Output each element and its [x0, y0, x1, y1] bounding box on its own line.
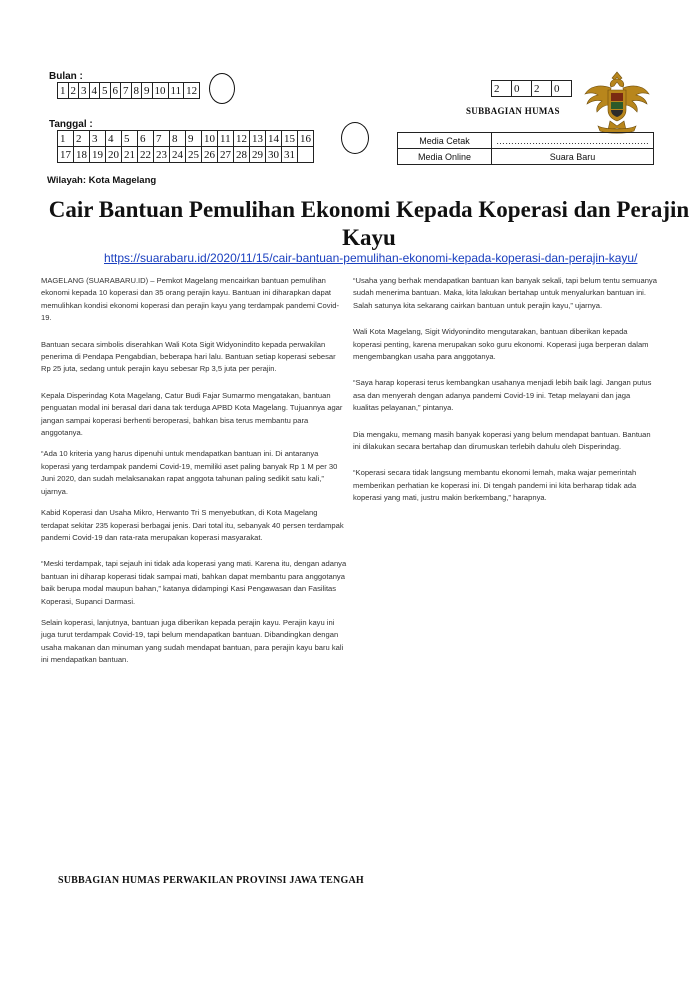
tanggal-cell: 11	[218, 131, 234, 147]
tanggal-cell: 14	[266, 131, 282, 147]
tanggal-cell: 28	[234, 147, 250, 163]
tanggal-cell: 9	[186, 131, 202, 147]
bulan-cell: 1	[58, 83, 69, 99]
article-url-link[interactable]: https://suarabaru.id/2020/11/15/cair-bantuan-pemulihan-ekonomi-kepada-koperasi-dan-perajin-kayu/	[104, 251, 638, 265]
article-paragraph: Selain koperasi, lanjutnya, bantuan juga diberikan kepada perajin kayu. Perajin kayu ini juga turut terdampak Covid-19, tapi belum mendapatkan bantuan. Dibandingkan dengan usaha makanan dan minuman yang sudah mendapat bantuan, para perajin kayu baru kali ini mendapatkan bantuan.	[41, 617, 344, 665]
article-paragraph: Bantuan secara simbolis diserahkan Wali Kota Sigit Widyonindito kepada perwakilan penerima di Pendapa Pengabdian, beberapa hari lalu. Bantuan setiap koperasi sebesar Rp 25 juta, sedang untuk perajin kayu sebesar Rp 3,5 juta per perajin.	[41, 339, 336, 374]
tanggal-cell: 24	[170, 147, 186, 163]
tanggal-cell: 3	[90, 131, 106, 147]
year-digit: 2	[492, 81, 512, 97]
tanggal-cell: 17	[58, 147, 74, 163]
bulan-cell: 4	[89, 83, 100, 99]
tanggal-cell: 12	[234, 131, 250, 147]
media-cetak-label: Media Cetak	[398, 133, 492, 149]
bulan-table	[57, 82, 200, 99]
year-digit: 0	[512, 81, 532, 97]
bulan-cell: 11	[168, 83, 184, 99]
article-paragraph: Kepala Disperindag Kota Magelang, Catur Budi Fajar Sumarmo mengatakan, bantuan penguatan modal ini berasal dari dana tak terduga APBD Kota Magelang. Tujuannya agar jangan sampai koperasi berhenti beroperasi, bahkan bisa terus membantu para anggotanya.	[41, 390, 343, 438]
article-column-left	[41, 275, 347, 676]
tanggal-cell: 5	[122, 131, 138, 147]
article-title: Cair Bantuan Pemulihan Ekonomi Kepada Koperasi dan Perajin Kayu	[48, 197, 690, 250]
article-paragraph: “Koperasi secara tidak langsung membantu ekonomi lemah, maka wajar pemerintah memberikan perhatian ke koperasi ini. Di tengah pandemi ini kita berharap tidak ada koperasi yang mati, justru makin berkembang,” harapnya.	[353, 468, 637, 503]
bulan-cell: 10	[152, 83, 168, 99]
media-table	[397, 132, 654, 165]
media-online-value: Suara Baru	[492, 149, 654, 165]
tanggal-cell: 29	[250, 147, 266, 163]
bulan-cell: 2	[68, 83, 79, 99]
article-paragraph: Kabid Koperasi dan Usaha Mikro, Herwanto Tri S menyebutkan, di Kota Magelang terdapat sekitar 235 koperasi berbagai jenis. Dari total itu, sebanyak 40 persen terdampak pandemi Covid-19 dan rata-rata merupakan koperasi masyarakat.	[41, 508, 344, 542]
tanggal-label: Tanggal :	[49, 119, 93, 130]
tanggal-cell: 6	[138, 131, 154, 147]
tanggal-cell: 26	[202, 147, 218, 163]
tanggal-cell: 23	[154, 147, 170, 163]
article-paragraph: Wali Kota Magelang, Sigit Widyonindito mengutarakan, bantuan diberikan kepada koperasi penting, karena merupakan soko guru ekonomi. Koperasi juga berperan dalam mengembangkan usaha para anggotanya.	[353, 327, 649, 362]
bulan-cell: 9	[142, 83, 153, 99]
footer-text: SUBBAGIAN HUMAS PERWAKILAN PROVINSI JAWA TENGAH	[58, 875, 364, 886]
article-paragraph: Dia mengaku, memang masih banyak koperasi yang belum mendapat bantuan. Bantuan ini dilakukan secara bertahap dan dirumuskan terlebih dahulu oleh Disperindag.	[353, 429, 651, 452]
article-paragraph: “Saya harap koperasi terus kembangkan usahanya menjadi lebih baik lagi. Jangan putus asa dan menyerah dengan adanya pandemi Covid-19 ini. Tetap melayani dan jaga kualitas pelayanan,” pintanya.	[353, 378, 652, 413]
bulan-selected-circle	[209, 73, 235, 104]
tanggal-cell: 1	[58, 131, 74, 147]
year-digit: 2	[532, 81, 552, 97]
subbagian-humas-label: SUBBAGIAN HUMAS	[466, 106, 560, 116]
article-paragraph: “Meski terdampak, tapi sejauh ini tidak ada koperasi yang mati. Karena itu, dengan adanya bantuan ini diharap koperasi tidak sampai mati, bahkan dapat membantu para anggotanya baik berupa modal maupun bahan,” katanya didampingi Kasi Pengawasan dan Fasilitas Koperasi, Supanci Darmasi.	[41, 559, 347, 606]
tanggal-table	[57, 130, 314, 163]
tanggal-cell	[298, 147, 314, 163]
bulan-cell: 3	[79, 83, 90, 99]
tanggal-cell: 27	[218, 147, 234, 163]
article-paragraph: MAGELANG (SUARABARU.ID) – Pemkot Magelang mencairkan bantuan pemulihan ekonomi kepada 10 koperasi dan 35 orang perajin kayu. Bantuan ini diharapkan dapat memulihkan kondisi ekonomi koperasi dan perajin kayu yang terdampak pandemi Covid-19.	[41, 276, 340, 323]
article-paragraph: “Usaha yang berhak mendapatkan bantuan kan banyak sekali, tapi belum tentu semuanya sudah menerima bantuan. Maka, kita lakukan bertahap untuk menyalurkan bantuan ini. Salah satunya kita sekarang cairkan bantuan untuk perajin kayu,” ujarnya.	[353, 276, 657, 310]
article-column-right	[353, 275, 658, 514]
bulan-label: Bulan :	[49, 71, 83, 82]
tanggal-cell: 18	[74, 147, 90, 163]
tanggal-cell: 13	[250, 131, 266, 147]
article-paragraph: “Ada 10 kriteria yang harus dipenuhi untuk mendapatkan bantuan ini. Di antaranya koperasi yang terdampak pandemi Covid-19, memiliki aset paling banyak Rp 1 M per 30 Juni 2020, dan sudah melaksanakan rapat anggota tahunan paling sedikit satu kali,” ujarnya.	[41, 449, 338, 496]
tanggal-cell: 30	[266, 147, 282, 163]
year-box	[491, 80, 572, 97]
tanggal-cell: 20	[106, 147, 122, 163]
tanggal-cell: 2	[74, 131, 90, 147]
tanggal-cell: 7	[154, 131, 170, 147]
tanggal-cell: 21	[122, 147, 138, 163]
bulan-cell: 6	[110, 83, 121, 99]
media-online-label: Media Online	[398, 149, 492, 165]
tanggal-cell: 16	[298, 131, 314, 147]
bulan-cell: 7	[121, 83, 132, 99]
tanggal-cell: 19	[90, 147, 106, 163]
tanggal-cell: 4	[106, 131, 122, 147]
tanggal-cell: 10	[202, 131, 218, 147]
tanggal-cell: 15	[282, 131, 298, 147]
garuda-emblem-icon	[582, 68, 652, 134]
bulan-cell: 12	[184, 83, 200, 99]
bulan-cell: 5	[100, 83, 111, 99]
tanggal-cell: 31	[282, 147, 298, 163]
tanggal-selected-circle	[341, 122, 369, 154]
tanggal-cell: 25	[186, 147, 202, 163]
year-digit: 0	[552, 81, 572, 97]
media-cetak-value: ……………………………………………	[492, 133, 654, 149]
wilayah-label: Wilayah: Kota Magelang	[47, 175, 157, 186]
tanggal-cell: 22	[138, 147, 154, 163]
bulan-cell: 8	[131, 83, 142, 99]
tanggal-cell: 8	[170, 131, 186, 147]
